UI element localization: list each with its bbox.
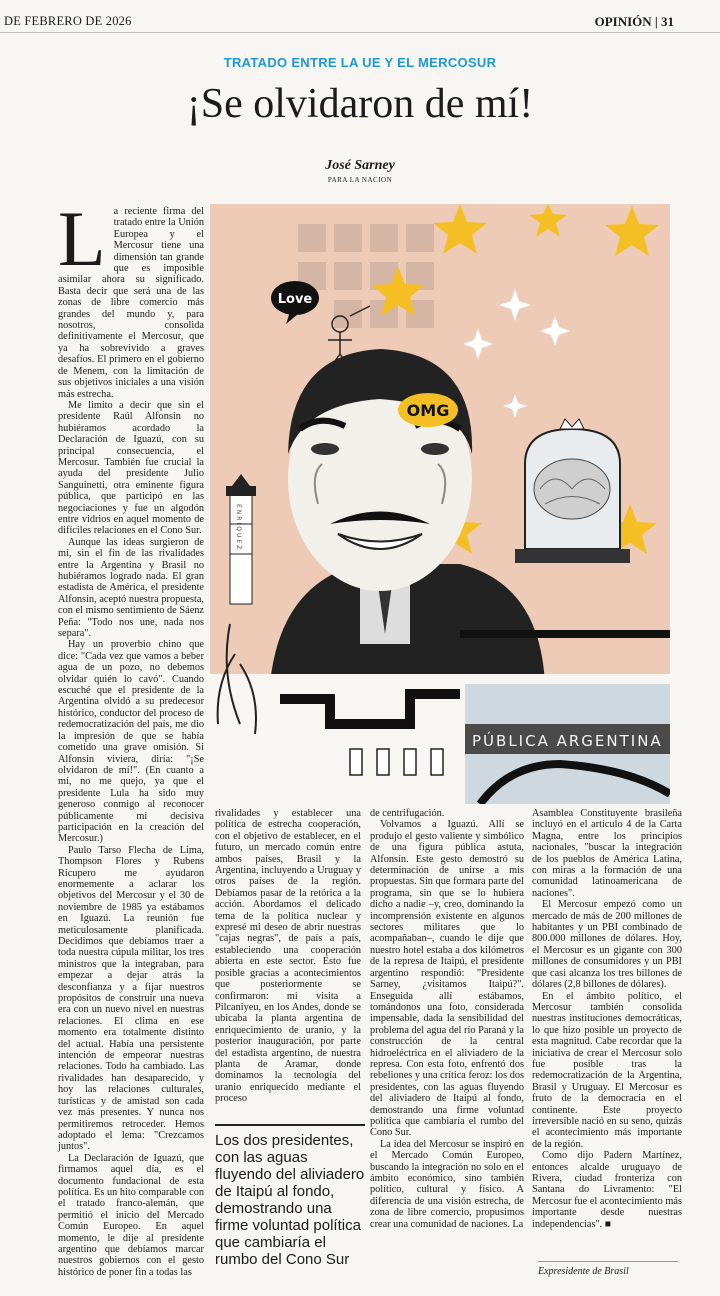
paragraph: a reciente firma del tratado entre la Unión Europea y el Mercosur tiene una dimensión tan grande que es imposible asimilar ahora su significado. Basta decir que será una de las zonas de libre comercio más grandes del mundo y, para nosotros, consolida definitivamente el Mercosur, que ya ha sobrevivido a graves desafíos. El primero en el gobierno de Menem, con la limitación de sus objetivos iniciales a una visión más estrecha.: [58, 206, 204, 400]
pull-quote: Los dos presidentes, con las aguas fluyendo del aliviadero de Itaipú al fondo, demostrando una firme voluntad política que cambiaría el rumbo del Cono Sur: [215, 1124, 365, 1268]
article-illustration: [210, 204, 670, 804]
artist-signature: ENRIQUEZ: [235, 504, 242, 552]
omg-bubble-text: OMG: [406, 401, 450, 420]
paragraph: La Declaración de Iguazú, que firmamos aquel día, es el documento fundacional de esta política. Es un hito comparable con el tratado franco-alemán, que permitió el inicio del Mercado Común Europeo. En aquel momento, le dije al presidente argentino que debíamos marcar nuestros gobiernos con el gesto histórico de poner fin a todas las: [58, 1152, 204, 1278]
author-byline: PARA LA NACION: [327, 176, 393, 184]
love-bubble-text: Love: [277, 292, 313, 307]
paragraph: Volvamos a Iguazú. Allí se produjo el gesto valiente y simbólico de una figura pública astuta, Alfonsín. Este gesto demostró su determinación de unirse a mis propuestas. Sin que formara parte del programa, sin que se lo hubiera dicho a nadie –y, creo, dominando la incomprensión existente en algunos sectores militares que lo acompañaban–, cuando le dije que nuestro hotel estaba a dos kilómetros de la represa de Itaipú, el presidente argentino respondió: "Presidente Sarney, ¿visitamos Itaipú?". Enseguida allí estábamos, tomándonos una foto, considerada impensable, dada la sensibilidad del problema del agua del río Paraná y la construcción de la central hidroeléctrica en el aliviadero de la represa. Con esta foto, enfrentó dos rebeliones y una crítica feroz: los dos presidentes, con las aguas fluyendo del aliviadero de Itaipú al fondo, demostrando una firme voluntad política que cambiaría el rumbo del Cono Sur.: [370, 819, 524, 1139]
paragraph: Como dijo Padern Martínez, entonces alcalde uruguayo de Rivera, ciudad fronteriza con Santana do Livramento: "El Mercosur fue el acontecimiento más importante desde nuestras independencias". ■: [532, 1150, 682, 1230]
issue-date: DE FEBRERO DE 2026: [4, 14, 132, 28]
kicker: TRATADO ENTRE LA UE Y EL MERCOSUR: [223, 55, 497, 70]
paragraph: La idea del Mercosur se inspiró en el Mercado Común Europeo, buscando la integración no solo en el ámbito económico, sino también político, cultural y físico. A diferencia de una visión estrecha, de zona de libre comercio, propusimos crear una comunidad de naciones. La: [370, 1138, 524, 1230]
collage-graphic: [210, 204, 670, 804]
paragraph: Paulo Tarso Flecha de Lima, Thompson Flores y Rubens Ricupero me ayudaron enormemente a aclarar los objetivos del Mercosur y el 30 de noviembre de 1985 ya estábamos en Iguazú. La reunión fue meticulosamente planificada. Decidimos que debíamos traer a toda nuestra cúpula militar, los tres ministros que la integraban, para empezar a dejar atrás la desconfianza y a fijar nuestros propósitos de construir una nueva era con un nuevo nivel en nuestras relaciones. El clima en ese momento era totalmente distinto del actual. Había una persistente intención de empeorar nuestras relaciones. Todo ha cambiado. Las rivalidades han desaparecido, y hoy las relaciones culturales, turísticas y de amistad son cada vez más presentes. Y nunca nos permitiremos retroceder. Hemos adoptado el lema: "Crezcamos juntos".: [58, 844, 204, 1153]
headline: ¡Se olvidaron de mí!: [186, 81, 534, 127]
drop-cap: L: [58, 195, 106, 282]
paragraph: Asamblea Constituyente brasileña incluyó en el artículo 4 de la Carta Magna, entre los principios nacionales, "buscar la integración de los pueblos de América Latina, con miras a la formación de una comunidad latinoamericana de naciones".: [532, 808, 682, 899]
top-bar: [0, 10, 720, 33]
article-column-2: [215, 808, 361, 1118]
paragraph: Hay un proverbio chino que dice: "Cada vez que vamos a beber agua de un pozo, no debemos olvidar quién lo cavó". Cuando escuché que el presidente de la Argentina olvidó a su predecesor histórico, conductor del proceso de redemocratización del país, me dio la impresión de que se había cometido una grave omisión. Si Alfonsín viviera, diría: "¡Se olvidaron de mí!". (En cuanto a mí, no me quejo, ya que el presidente Lula ha sido muy generoso conmigo al reconocer públicamente mi decisiva participación en la creación del Mercosur.): [58, 639, 204, 845]
section-page: OPINIÓN | 31: [594, 14, 674, 29]
paragraph: En el ámbito político, el Mercosur también consolida nuestras instituciones democráticas, lo que hizo posible un proyecto de esta magnitud. Cabe recordar que la iniciativa de crear el Mercosur solo fue posible tras la redemocratización de la Argentina, Brasil y Uruguay. El Mercosur es fruto de la democracia en el continente. Este proyecto irreversible nació en su seno, quizás el acontecimiento más importante de la región.: [532, 990, 682, 1150]
author-name: José Sarney: [325, 158, 395, 173]
paragraph: Aunque las ideas surgieron de mí, sin el fin de las rivalidades entre la Argentina y Brasil no hubiéramos logrado nada. El gran estadista de América, el presidente Alfonsín, aceptó nuestra propuesta, con el mismo sentimiento de Sáenz Peña: "Todo nos une, nada nos separa".: [58, 536, 204, 640]
article-column-1: [58, 195, 204, 1278]
paragraph: rivalidades y establecer una política de estrecha cooperación, con el objetivo de establecer, en el futuro, un mercado común entre ambos países, Brasil y la Argentina, incluyendo a Uruguay y otros países de la región. Debíamos pasar de la retórica a la acción. Abordamos el delicado tema de la política nuclear y expresé mi deseo de abrir nuestras "cajas negras", de país a país, estableciendo una cooperación abierta en este sector. Esto fue posible gracias a acontecimientos que posteriormente se confirmaron: mi visita a Pilcaniyeu, en los Andes, donde se ubicaba la planta argentina de enriquecimiento de uranio, y la posterior inauguración, por parte del estadista argentino, de nuestra planta de Aramar, donde dominamos la tecnología del uranio enriquecido mediante el proceso: [215, 808, 361, 1105]
author-credit: Expresidente de Brasil: [538, 1261, 678, 1277]
paragraph: El Mercosur empezó como un mercado de más de 200 millones de habitantes y un PBI combinado de 800.000 millones de dólares. Hoy, el Mercosur es un gigante con 300 millones de consumidores y un PBI que casi alcanza los tres billones de dólares (2,8 billones de dólares).: [532, 899, 682, 991]
brain-jar: [515, 419, 630, 563]
sign-text: PÚBLICA ARGENTINA: [472, 732, 663, 750]
omg-bubble: [398, 393, 458, 427]
article-column-4: [532, 808, 682, 1258]
paragraph: Me limito a decir que sin el presidente Raúl Alfonsín no hubiéramos acordado la Declaración de Iguazú, con su principal consecuencia, el Mercosur. También fue crucial la ayuda del presidente Julio Sanguinetti, otra eminente figura pública, que participó en las negociaciones y fue un algodón entre vidrios en aquel momento de difíciles relaciones en el Cono Sur.: [58, 399, 204, 537]
article-column-3: [370, 808, 524, 1278]
paragraph: de centrifugación.: [370, 808, 445, 819]
